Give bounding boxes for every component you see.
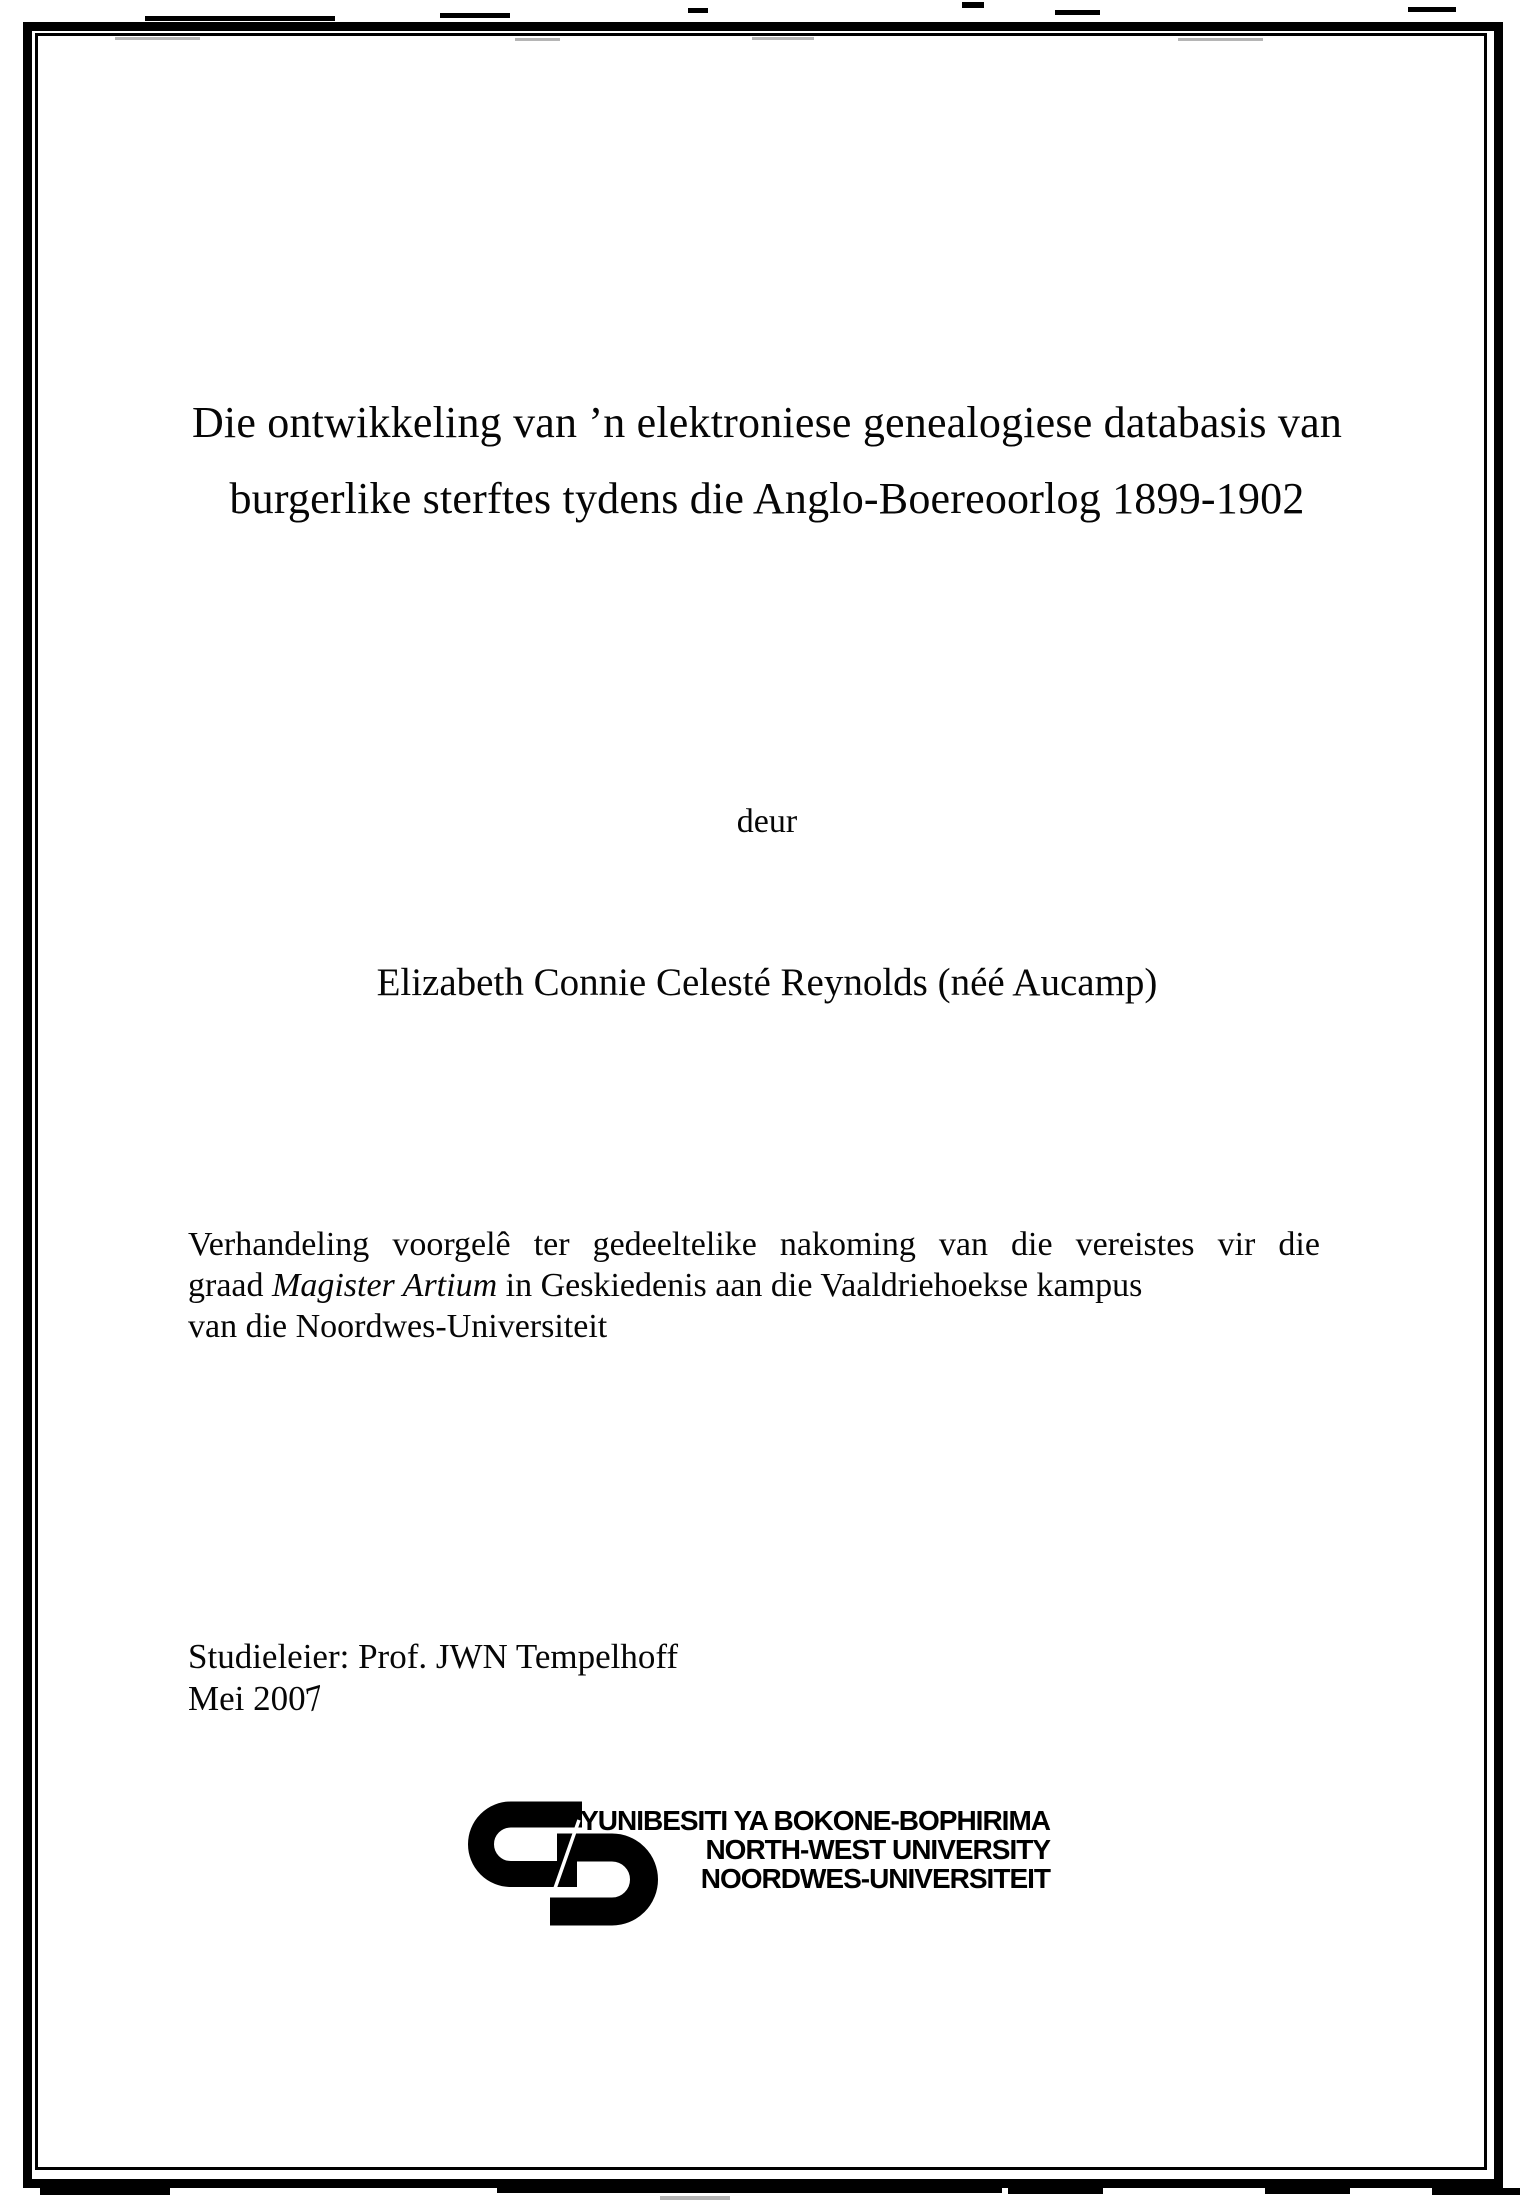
scan-artifact [1178,38,1263,41]
degree-statement-word: die [1278,1226,1320,1263]
date-line [188,1678,323,1720]
degree-statement-text: in Geskiedenis aan die Vaaldriehoekse kampus [497,1267,1143,1304]
scan-artifact [660,2196,730,2200]
degree-name-italic: Magister Artium [272,1267,498,1304]
thesis-title-line1: Die ontwikkeling van ’n elektroniese genealogiese databasis van [191,398,1343,447]
scan-artifact [688,8,708,13]
scan-artifact [1055,10,1100,15]
degree-statement-line3: van die Noordwes-Universiteit [188,1308,608,1345]
date-text: Mei 200 [188,1679,306,1718]
author-name: Elizabeth Connie Celesté Reynolds (néé Aucamp) [376,961,1158,1004]
degree-statement-line1 [188,1224,1320,1265]
scan-artifact [1265,2188,1350,2194]
thesis-title-line2: burgerlike sterftes tydens die Anglo-Boereoorlog 1899-1902 [229,474,1305,523]
scan-artifact [1432,2188,1520,2195]
scan-artifact [1408,7,1456,12]
scan-artifact [497,2188,1002,2193]
scan-artifact [1008,2188,1103,2194]
scan-artifact [40,2188,170,2195]
degree-statement-word: voorgelê [392,1226,511,1263]
degree-statement-word: vereistes [1075,1226,1195,1263]
degree-statement-word: gedeeltelike [592,1226,757,1263]
degree-statement-word: Verhandeling [188,1226,370,1263]
scan-artifact [115,37,200,40]
university-name-afrikaans: NOORDWES-UNIVERSITEIT [700,1863,1050,1894]
degree-statement-line2 [188,1265,1142,1306]
scan-artifact [145,16,335,21]
degree-statement-word: nakoming [779,1226,916,1263]
byline: deur [736,803,798,840]
university-name-setswana: YUNIBESITI YA BOKONE-BOPHIRIMA [580,1805,1050,1836]
supervisor-line: Studieleier: Prof. JWN Tempelhoff [188,1637,679,1676]
university-name-english: NORTH-WEST UNIVERSITY [705,1834,1050,1865]
scan-artifact [440,13,510,18]
scan-artifact [752,37,814,40]
scan-artifact [515,38,560,41]
date-distorted-digit: 7 [302,1676,325,1721]
degree-statement-word: vir [1217,1226,1256,1263]
degree-statement-word: van [938,1226,988,1263]
degree-statement-word: die [1011,1226,1053,1263]
university-logo-text [560,1806,1050,1893]
degree-statement-text: graad [188,1267,273,1304]
degree-statement-word: ter [533,1226,570,1263]
scan-artifact [962,2,984,8]
thesis-title [188,385,1346,537]
